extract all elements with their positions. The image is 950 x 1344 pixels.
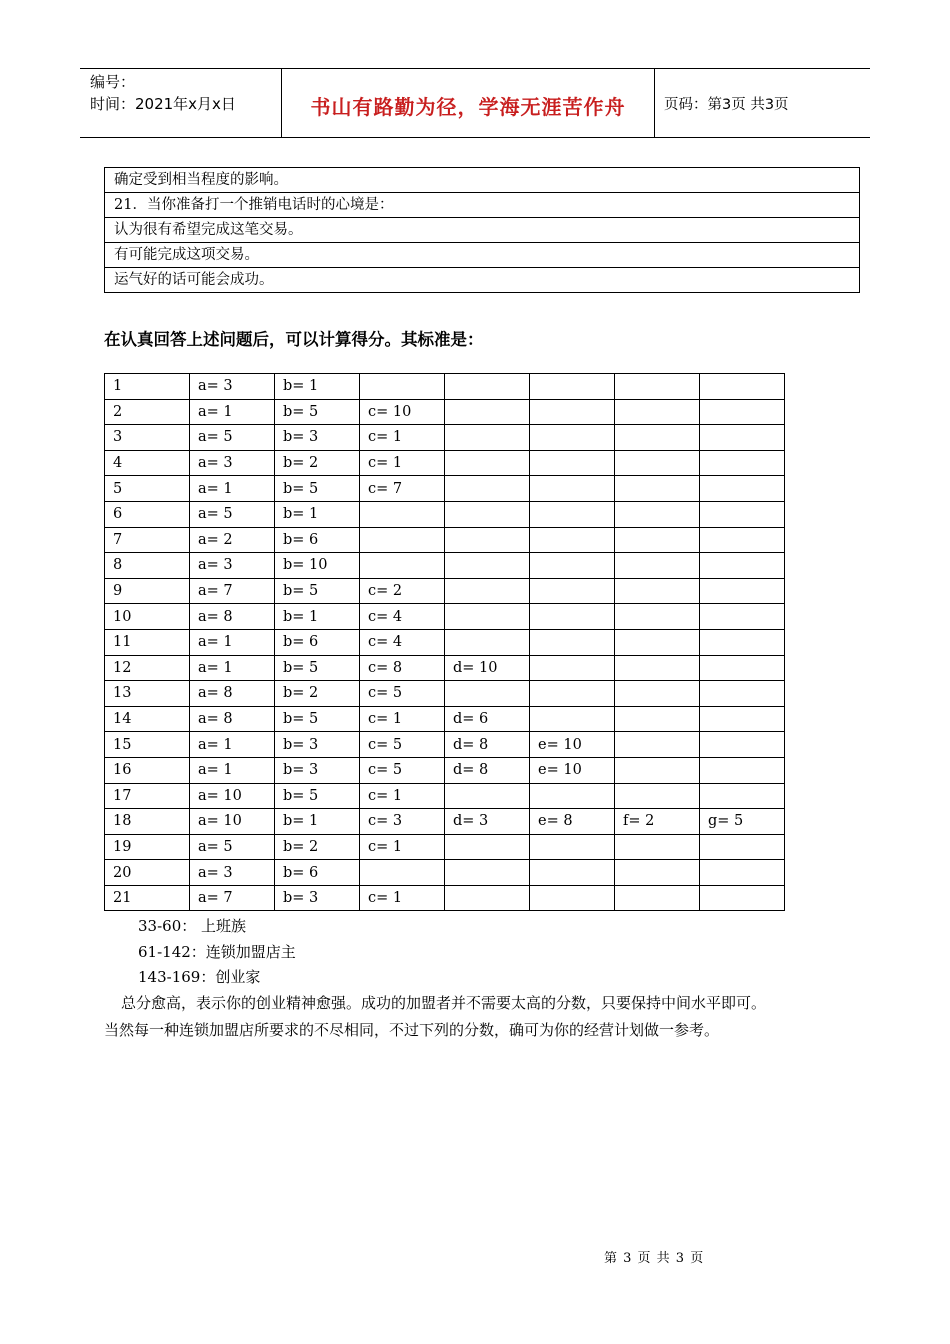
score-cell: c= 4 xyxy=(360,629,445,655)
score-cell xyxy=(700,834,785,860)
score-cell: c= 1 xyxy=(360,834,445,860)
paragraph-line: 总分愈高，表示你的创业精神愈强。成功的加盟者并不需要太高的分数，只要保持中间水平即可。 xyxy=(121,994,767,1012)
header-divider xyxy=(654,69,655,137)
score-cell: a= 10 xyxy=(190,783,275,809)
score-cell xyxy=(615,885,700,911)
question-number-cell: 16 xyxy=(105,757,190,783)
score-cell: b= 2 xyxy=(275,450,360,476)
table-row xyxy=(105,834,785,860)
score-cell: b= 5 xyxy=(275,706,360,732)
score-cell xyxy=(445,834,530,860)
score-cell xyxy=(615,834,700,860)
statement-cell: 有可能完成这项交易。 xyxy=(105,243,860,268)
score-cell: c= 5 xyxy=(360,732,445,758)
table-row xyxy=(105,604,785,630)
score-cell xyxy=(445,527,530,553)
score-cell xyxy=(615,783,700,809)
score-cell: d= 6 xyxy=(445,706,530,732)
score-cell xyxy=(530,501,615,527)
score-cell: a= 3 xyxy=(190,860,275,886)
table-row xyxy=(105,655,785,681)
table-row xyxy=(105,809,785,835)
score-cell xyxy=(445,425,530,451)
score-cell xyxy=(700,655,785,681)
score-cell xyxy=(615,501,700,527)
score-cell: a= 7 xyxy=(190,578,275,604)
score-cell: c= 2 xyxy=(360,578,445,604)
score-cell xyxy=(700,501,785,527)
score-cell: b= 5 xyxy=(275,783,360,809)
score-cell xyxy=(530,860,615,886)
score-cell: c= 1 xyxy=(360,706,445,732)
question-number-cell: 8 xyxy=(105,553,190,579)
score-cell xyxy=(530,681,615,707)
score-cell: b= 1 xyxy=(275,604,360,630)
score-cell: c= 5 xyxy=(360,757,445,783)
table-row xyxy=(105,476,785,502)
score-cell xyxy=(700,681,785,707)
score-cell xyxy=(700,450,785,476)
score-cell: a= 1 xyxy=(190,732,275,758)
score-cell: b= 2 xyxy=(275,681,360,707)
score-cell xyxy=(445,860,530,886)
score-cell xyxy=(700,476,785,502)
score-cell xyxy=(615,629,700,655)
score-cell xyxy=(615,706,700,732)
score-cell: e= 10 xyxy=(530,757,615,783)
score-cell: f= 2 xyxy=(615,809,700,835)
table-row xyxy=(105,268,860,293)
table-row xyxy=(105,243,860,268)
score-cell: d= 8 xyxy=(445,732,530,758)
question-number-cell: 13 xyxy=(105,681,190,707)
score-cell: a= 1 xyxy=(190,476,275,502)
score-cell xyxy=(615,450,700,476)
score-cell: a= 5 xyxy=(190,425,275,451)
question-number-cell: 4 xyxy=(105,450,190,476)
score-cell xyxy=(360,374,445,400)
score-cell xyxy=(615,399,700,425)
question-number-cell: 6 xyxy=(105,501,190,527)
score-cell xyxy=(615,860,700,886)
question-number-cell: 5 xyxy=(105,476,190,502)
score-cell: d= 10 xyxy=(445,655,530,681)
score-cell: c= 8 xyxy=(360,655,445,681)
score-cell: c= 7 xyxy=(360,476,445,502)
score-cell xyxy=(700,732,785,758)
table-row xyxy=(105,425,785,451)
table-row xyxy=(105,732,785,758)
score-cell xyxy=(700,604,785,630)
score-cell: g= 5 xyxy=(700,809,785,835)
score-cell: b= 5 xyxy=(275,399,360,425)
score-cell: a= 8 xyxy=(190,604,275,630)
score-cell xyxy=(615,757,700,783)
score-cell xyxy=(700,578,785,604)
table-row xyxy=(105,374,785,400)
question-number-cell: 18 xyxy=(105,809,190,835)
score-cell: b= 3 xyxy=(275,757,360,783)
table-row xyxy=(105,168,860,193)
question-number-cell: 9 xyxy=(105,578,190,604)
score-cell xyxy=(700,860,785,886)
score-cell xyxy=(530,578,615,604)
number-label: 编号： xyxy=(90,73,136,91)
score-cell xyxy=(445,399,530,425)
score-cell xyxy=(530,553,615,579)
score-cell xyxy=(700,425,785,451)
score-cell: a= 3 xyxy=(190,450,275,476)
score-cell xyxy=(615,732,700,758)
score-cell: a= 1 xyxy=(190,757,275,783)
score-cell: b= 1 xyxy=(275,501,360,527)
score-cell xyxy=(700,553,785,579)
score-cell: a= 5 xyxy=(190,501,275,527)
score-cell: b= 6 xyxy=(275,860,360,886)
score-cell xyxy=(615,476,700,502)
table-row xyxy=(105,706,785,732)
score-cell xyxy=(700,706,785,732)
question-number-cell: 17 xyxy=(105,783,190,809)
score-cell xyxy=(615,681,700,707)
score-cell xyxy=(445,553,530,579)
score-cell: b= 6 xyxy=(275,629,360,655)
score-cell xyxy=(530,604,615,630)
score-cell xyxy=(700,374,785,400)
statement-cell: 21．当你准备打一个推销电话时的心境是： xyxy=(105,193,860,218)
question-number-cell: 2 xyxy=(105,399,190,425)
score-cell xyxy=(615,527,700,553)
score-cell xyxy=(530,783,615,809)
score-cell: b= 10 xyxy=(275,553,360,579)
score-ranges xyxy=(138,914,296,991)
score-cell xyxy=(445,681,530,707)
score-cell xyxy=(530,834,615,860)
score-cell xyxy=(700,399,785,425)
score-cell: b= 3 xyxy=(275,425,360,451)
score-cell: b= 6 xyxy=(275,527,360,553)
score-cell xyxy=(445,476,530,502)
score-cell xyxy=(445,783,530,809)
table-row xyxy=(105,553,785,579)
score-cell xyxy=(615,578,700,604)
score-cell: b= 3 xyxy=(275,885,360,911)
score-cell xyxy=(445,629,530,655)
range-item: 143-169：创业家 xyxy=(138,968,261,986)
score-cell xyxy=(615,374,700,400)
table-row xyxy=(105,757,785,783)
question-number-cell: 1 xyxy=(105,374,190,400)
score-cell: c= 1 xyxy=(360,783,445,809)
statement-cell: 运气好的话可能会成功。 xyxy=(105,268,860,293)
statement-cell: 确定受到相当程度的影响。 xyxy=(105,168,860,193)
score-cell: b= 5 xyxy=(275,655,360,681)
score-cell xyxy=(530,399,615,425)
question-number-cell: 7 xyxy=(105,527,190,553)
score-cell xyxy=(445,501,530,527)
table-row xyxy=(105,193,860,218)
score-cell: a= 8 xyxy=(190,706,275,732)
score-cell: a= 3 xyxy=(190,374,275,400)
table-row xyxy=(105,450,785,476)
score-cell xyxy=(530,425,615,451)
score-cell xyxy=(445,450,530,476)
score-cell: d= 3 xyxy=(445,809,530,835)
score-cell: b= 1 xyxy=(275,809,360,835)
score-cell: a= 1 xyxy=(190,629,275,655)
score-cell xyxy=(445,885,530,911)
score-cell: c= 10 xyxy=(360,399,445,425)
score-cell xyxy=(530,885,615,911)
score-cell xyxy=(530,476,615,502)
score-heading: 在认真回答上述问题后，可以计算得分。其标准是： xyxy=(104,330,484,349)
score-cell xyxy=(530,450,615,476)
score-cell xyxy=(615,553,700,579)
score-cell: a= 3 xyxy=(190,553,275,579)
score-cell: a= 1 xyxy=(190,399,275,425)
score-cell: b= 1 xyxy=(275,374,360,400)
question-number-cell: 11 xyxy=(105,629,190,655)
score-cell xyxy=(360,860,445,886)
score-cell xyxy=(360,553,445,579)
score-cell: a= 10 xyxy=(190,809,275,835)
score-cell xyxy=(700,783,785,809)
statement-table xyxy=(104,167,860,293)
score-cell: c= 3 xyxy=(360,809,445,835)
page-header xyxy=(80,68,870,138)
table-row xyxy=(105,578,785,604)
score-cell xyxy=(615,604,700,630)
table-row xyxy=(105,501,785,527)
score-cell: b= 3 xyxy=(275,732,360,758)
table-row xyxy=(105,681,785,707)
score-cell xyxy=(530,706,615,732)
range-item: 33-60： 上班族 xyxy=(138,917,247,935)
score-cell: e= 8 xyxy=(530,809,615,835)
statement-cell: 认为很有希望完成这笔交易。 xyxy=(105,218,860,243)
score-cell: c= 4 xyxy=(360,604,445,630)
range-item: 61-142：连锁加盟店主 xyxy=(138,942,296,961)
score-cell: b= 5 xyxy=(275,476,360,502)
question-number-cell: 3 xyxy=(105,425,190,451)
question-number-cell: 14 xyxy=(105,706,190,732)
score-cell xyxy=(530,374,615,400)
page-footer: 第 3 页 共 3 页 xyxy=(604,1251,705,1266)
score-cell xyxy=(700,527,785,553)
score-cell: b= 2 xyxy=(275,834,360,860)
score-cell: a= 8 xyxy=(190,681,275,707)
table-row xyxy=(105,629,785,655)
score-cell xyxy=(445,578,530,604)
score-cell xyxy=(530,527,615,553)
time-label: 时间：2021年x月x日 xyxy=(90,95,236,113)
score-cell: b= 5 xyxy=(275,578,360,604)
score-cell xyxy=(360,501,445,527)
score-cell: a= 2 xyxy=(190,527,275,553)
score-cell: e= 10 xyxy=(530,732,615,758)
table-row xyxy=(105,885,785,911)
score-cell: a= 7 xyxy=(190,885,275,911)
score-cell xyxy=(615,655,700,681)
score-cell xyxy=(700,629,785,655)
conclusion-paragraph xyxy=(104,990,864,1044)
score-cell: d= 8 xyxy=(445,757,530,783)
table-row xyxy=(105,783,785,809)
score-cell: c= 1 xyxy=(360,885,445,911)
score-cell: a= 5 xyxy=(190,834,275,860)
table-row xyxy=(105,860,785,886)
question-number-cell: 10 xyxy=(105,604,190,630)
question-number-cell: 21 xyxy=(105,885,190,911)
question-number-cell: 15 xyxy=(105,732,190,758)
question-number-cell: 20 xyxy=(105,860,190,886)
score-table xyxy=(104,373,785,911)
table-row xyxy=(105,218,860,243)
score-cell xyxy=(700,757,785,783)
score-cell xyxy=(530,655,615,681)
question-number-cell: 12 xyxy=(105,655,190,681)
table-row xyxy=(105,527,785,553)
score-cell: c= 1 xyxy=(360,425,445,451)
table-row xyxy=(105,399,785,425)
page-number-label: 页码：第3页 共3页 xyxy=(664,97,789,113)
score-cell xyxy=(700,885,785,911)
score-cell: c= 1 xyxy=(360,450,445,476)
score-cell: c= 5 xyxy=(360,681,445,707)
paragraph-line: 当然每一种连锁加盟店所要求的不尽相同，不过下列的分数，确可为你的经营计划做一参考。 xyxy=(104,1021,720,1039)
score-cell xyxy=(445,374,530,400)
score-cell xyxy=(615,425,700,451)
score-cell xyxy=(445,604,530,630)
header-meta xyxy=(90,71,280,115)
score-cell xyxy=(360,527,445,553)
header-motto: 书山有路勤为径，学海无涯苦作舟 xyxy=(310,95,626,119)
question-number-cell: 19 xyxy=(105,834,190,860)
score-cell: a= 1 xyxy=(190,655,275,681)
score-cell xyxy=(530,629,615,655)
